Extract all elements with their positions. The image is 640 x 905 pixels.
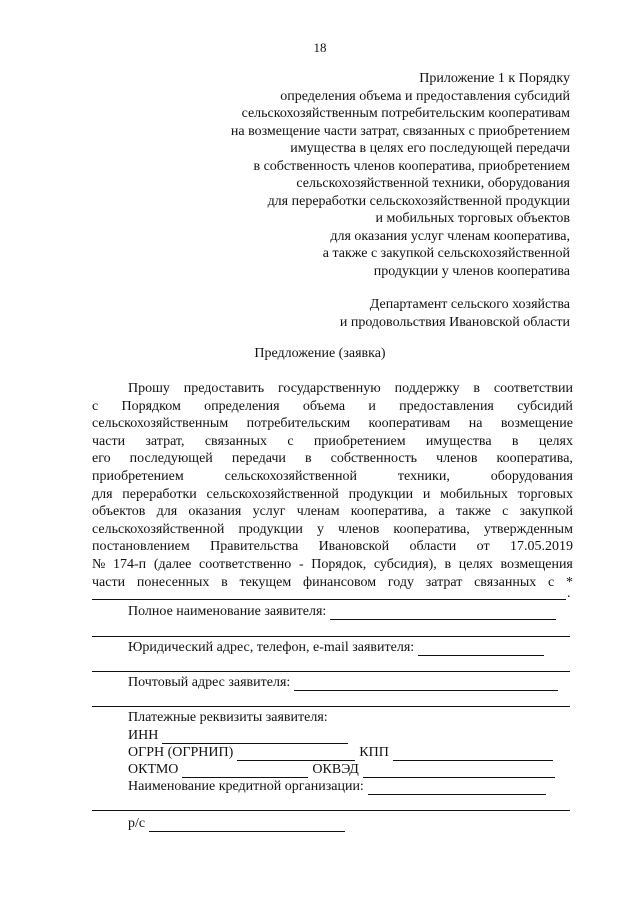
paragraph-word: постановлением: [92, 539, 190, 555]
paragraph-word: Прошу: [128, 381, 170, 396]
paragraph-word: части: [92, 433, 126, 449]
recipient-block: [150, 296, 570, 331]
paragraph-word: кооперативам: [368, 416, 451, 432]
paragraph-word: связанных: [204, 433, 268, 449]
paragraph-word: в: [221, 574, 228, 590]
paragraph-word: возмещение: [500, 416, 573, 432]
paragraph-word: (далее: [153, 556, 192, 572]
paragraph-word: целях: [458, 556, 493, 572]
paragraph-word: передачи: [231, 451, 286, 467]
paragraph-word: переработки: [122, 486, 197, 502]
account-row: [128, 816, 345, 832]
paragraph-line: [92, 380, 573, 398]
paragraph-word: мобильных: [440, 486, 508, 502]
paragraph-word: с: [502, 504, 509, 520]
paragraph-word: потребительским: [246, 416, 351, 432]
paragraph-word: оказания: [188, 504, 242, 520]
paragraph-line: [92, 398, 573, 416]
paragraph-word: для: [92, 486, 113, 502]
paragraph-line: [92, 556, 573, 574]
full-name-field[interactable]: [330, 605, 556, 620]
annex-line: Приложение 1 к Порядку: [419, 71, 570, 86]
paragraph-word: также: [455, 504, 491, 520]
annex-line: на возмещение части затрат, связанных с приобретением: [230, 123, 570, 139]
paragraph-line: [92, 503, 573, 521]
recipient-line: и продовольствия Ивановской области: [339, 314, 570, 330]
paragraph-word: финансовом: [303, 574, 377, 590]
paragraph-word: для: [156, 504, 178, 520]
annex-line: продукции у членов кооператива: [373, 263, 570, 279]
paragraph-line: [92, 415, 573, 433]
paragraph-word: государственную: [278, 381, 381, 396]
annex-line: сельскохозяйственным потребительским кооперативам: [241, 106, 570, 121]
purpose-blank-line[interactable]: [92, 599, 566, 600]
paragraph-word: его: [92, 451, 111, 467]
paragraph-line: [92, 574, 573, 592]
paragraph-word: оборудования: [490, 468, 573, 484]
annex-header: [150, 70, 570, 280]
paragraph-word: объектов: [92, 504, 146, 520]
paragraph-word: продукции: [238, 521, 303, 537]
paragraph-line: [92, 486, 573, 504]
annex-line: имущества в целях его последующей передачи: [290, 141, 570, 156]
paragraph-word: затрат: [425, 574, 463, 590]
paragraph-word: сельскохозяйственной: [92, 521, 225, 537]
legal-address-row: [128, 640, 544, 656]
paragraph-word: Правительства: [210, 539, 299, 555]
paragraph-word: и: [368, 398, 376, 414]
annex-line: и мобильных торговых объектов: [375, 211, 570, 226]
paragraph-word: соответственно: [199, 556, 292, 572]
paragraph-word: имущества: [425, 433, 492, 449]
oktmo-okved-row: [128, 762, 555, 778]
paragraph-word: году: [387, 574, 414, 590]
paragraph-word: №: [92, 556, 106, 572]
paragraph-word: от: [476, 539, 490, 555]
paragraph-word: утвержденным: [483, 521, 573, 537]
paragraph-word: соответствии: [493, 381, 573, 396]
ogrn-label: ОГРН (ОГРНИП): [128, 745, 234, 760]
postal-address-row: [128, 675, 558, 691]
annex-line: сельскохозяйственной техники, оборудования: [296, 176, 570, 191]
paragraph-word: 17.05.2019: [509, 539, 573, 555]
paragraph-word: в: [473, 381, 480, 396]
annex-line: в собственность членов кооператива, приобретением: [253, 158, 570, 174]
paragraph-word: последующей: [129, 451, 213, 467]
paragraph-word: а: [438, 504, 445, 520]
legal-address-field[interactable]: [418, 641, 544, 656]
paragraph-word: на: [468, 416, 483, 432]
paragraph-word: с: [287, 433, 294, 449]
paragraph-word: поддержку: [394, 381, 460, 396]
recipient-line: Департамент сельского хозяйства: [369, 297, 570, 312]
paragraph-word: закупкой: [519, 504, 573, 520]
okved-label: ОКВЭД: [312, 762, 359, 777]
annex-line: определения объема и предоставления субсидий: [280, 88, 570, 104]
paragraph-word: Ивановской: [318, 539, 390, 555]
ogrn-kpp-row: [128, 745, 553, 761]
paragraph-word: текущем: [239, 574, 292, 590]
account-label: р/с: [128, 816, 146, 831]
paragraph-line: [92, 538, 573, 556]
paragraph-word: продукции: [348, 486, 414, 502]
paragraph-word: 174-п: [113, 556, 147, 572]
paragraph-word: предоставления: [399, 398, 494, 414]
payment-details-label: Платежные реквизиты заявителя:: [128, 710, 328, 725]
full-name-label: Полное наименование заявителя:: [128, 604, 327, 619]
annex-line: для переработки сельскохозяйственной продукции: [267, 193, 570, 209]
request-paragraph: [92, 380, 573, 591]
paragraph-word: членов: [436, 451, 478, 467]
paragraph-word: торговых: [517, 486, 573, 502]
paragraph-word: членов: [338, 521, 380, 537]
paragraph-line: [92, 468, 573, 486]
oktmo-label: ОКТМО: [128, 762, 179, 777]
paragraph-word: с: [548, 574, 555, 590]
paragraph-word: области: [409, 539, 457, 555]
inn-field[interactable]: [162, 729, 348, 744]
paragraph-word: Порядком: [121, 398, 181, 414]
paragraph-word: возмещения: [500, 556, 573, 572]
paragraph-word: техники,: [397, 468, 450, 484]
paragraph-word: приобретением: [313, 433, 406, 449]
annex-line: для оказания услуг членам кооператива,: [330, 228, 570, 244]
paragraph-word: в: [304, 451, 312, 467]
paragraph-word: определения: [204, 398, 280, 414]
paragraph-word: *: [565, 574, 573, 590]
paragraph-word: кооператива,: [496, 451, 573, 467]
paragraph-word: членам: [296, 504, 340, 520]
paragraph-word: Порядок,: [311, 556, 367, 572]
account-field[interactable]: [149, 817, 345, 832]
bank-name-continuation-line[interactable]: [92, 810, 570, 811]
oktmo-field[interactable]: [182, 763, 308, 778]
paragraph-word: предоставить: [183, 381, 265, 396]
paragraph-word: понесенных: [136, 574, 210, 590]
paragraph-line: [92, 521, 573, 539]
inn-label: ИНН: [128, 728, 159, 743]
paragraph-word: части: [92, 574, 126, 590]
legal-address-continuation-line[interactable]: [92, 671, 570, 672]
kpp-field[interactable]: [393, 746, 553, 761]
full-name-row: [128, 604, 556, 620]
postal-address-field[interactable]: [294, 676, 558, 691]
paragraph-word: у: [316, 521, 324, 537]
ogrn-field[interactable]: [237, 746, 355, 761]
paragraph-word: услуг: [252, 504, 286, 520]
paragraph-word: собственность: [330, 451, 418, 467]
paragraph-word: субсидия),: [373, 556, 437, 572]
annex-line: а также с закупкой сельскохозяйственной: [322, 246, 570, 261]
okved-field[interactable]: [363, 763, 555, 778]
paragraph-word: затрат,: [145, 433, 185, 449]
paragraph-word: в: [511, 433, 519, 449]
paragraph-word: в: [444, 556, 452, 572]
paragraph-word: сельскохозяйственной: [224, 468, 358, 484]
paragraph-word: объема: [302, 398, 346, 414]
paragraph-word: -: [298, 556, 304, 572]
paragraph-word: и: [422, 486, 431, 502]
paragraph-word: сельскохозяйственным: [92, 416, 229, 432]
page-number: 18: [313, 40, 327, 55]
paragraph-word: кооператива,: [393, 521, 470, 537]
paragraph-word: целях: [538, 433, 573, 449]
inn-row: [128, 728, 348, 744]
bank-name-row: [128, 779, 546, 795]
paragraph-word: кооператива,: [350, 504, 428, 520]
paragraph-word: с: [92, 398, 99, 414]
bank-name-label: Наименование кредитной организации:: [128, 779, 364, 794]
paragraph-word: приобретением: [92, 468, 184, 484]
bank-name-field[interactable]: [368, 780, 546, 795]
paragraph-word: сельскохозяйственной: [206, 486, 339, 502]
payment-details-row: [128, 710, 328, 726]
postal-address-continuation-line[interactable]: [92, 706, 570, 707]
paragraph-word: связанных: [474, 574, 537, 590]
kpp-label: КПП: [359, 745, 389, 760]
full-name-continuation-line[interactable]: [92, 636, 570, 637]
paragraph-word: субсидий: [517, 398, 573, 414]
paragraph-line: [92, 450, 573, 468]
end-period: .: [567, 586, 571, 601]
legal-address-label: Юридический адрес, телефон, e-mail заявителя:: [128, 640, 415, 655]
paragraph-line: [92, 433, 573, 451]
postal-address-label: Почтовый адрес заявителя:: [128, 675, 291, 690]
document-title: Предложение (заявка): [254, 346, 386, 361]
